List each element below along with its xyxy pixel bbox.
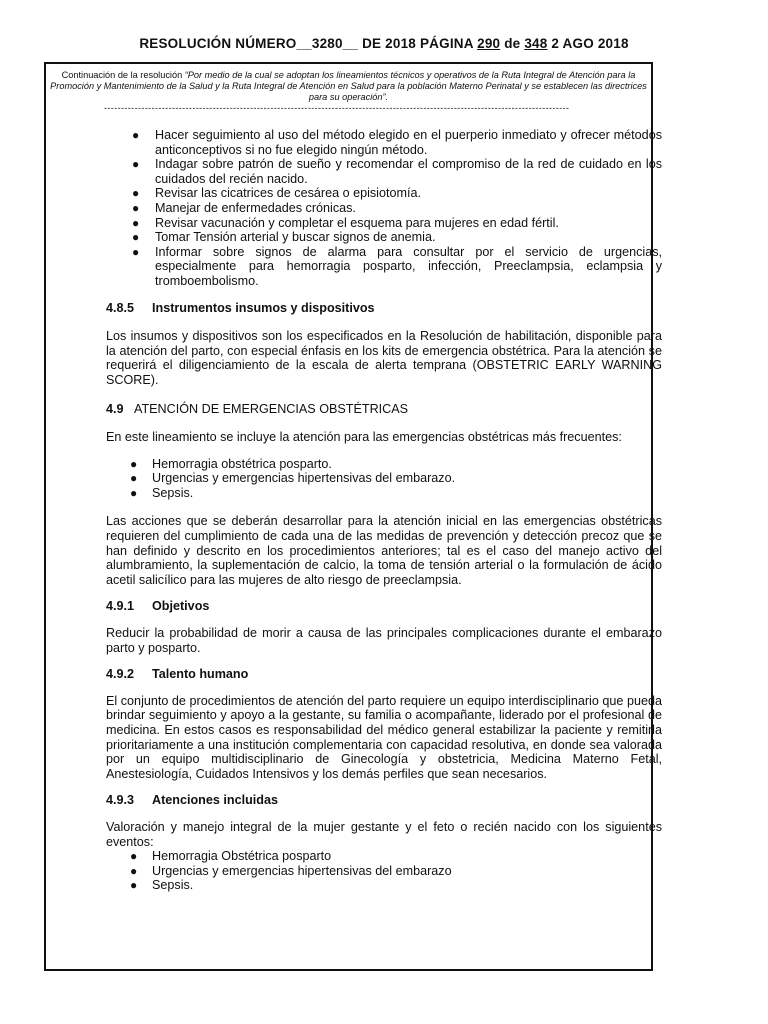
continuation-quote: “Por medio de la cual se adoptan los lineamientos técnicos y operativos de la Ruta Integral de Atención para la Promoción y Mantenimiento de la Salud y la Ruta Integral de Atención en Salud para la población Materno Perinatal y se establecen las directrices para su operación”. (50, 70, 647, 102)
section-4-9-3-text: Valoración y manejo integral de la mujer gestante y el feto o recién nacido con los siguientes eventos: (106, 819, 662, 849)
list-item: ● Hemorragia obstétrica posparto. (130, 456, 332, 471)
list-item: ● Revisar vacunación y completar el esquema para mujeres en edad fértil. (132, 215, 559, 230)
header-of: de (500, 36, 525, 51)
page-header (0, 36, 768, 51)
bullet-icon: ● (130, 878, 138, 893)
section-4-9-2-text: El conjunto de procedimientos de atención del parto requiere un equipo interdisciplinario que pueda brindar seguimiento y apoyo a la gestante, su familia o acompañante, liderado por el profesional de medicina. En estos casos es responsabilidad del médico general estabilizar la paciente y remitirla prioritariamente a una institución complementaria con capacidad resolutiva, en donde sea valorada por un equipo multidisciplinario de Ginecología y obstetricia, Medicina Materno Fetal, Anestesiología, Cuidados Intensivos y los demás perfiles que sean necesarios. (106, 693, 662, 781)
bullet-icon: ● (130, 863, 138, 878)
list-item: ● Tomar Tensión arterial y buscar signos de anemia. (132, 230, 436, 245)
bullet-icon: ● (130, 485, 138, 500)
section-4-9-intro: En este lineamiento se incluye la atención para las emergencias obstétricas más frecuentes: (106, 430, 622, 445)
header-prefix: RESOLUCIÓN NÚMERO__3280__ DE 2018 PÁGINA (139, 36, 478, 51)
document-body (106, 128, 662, 893)
list-item: ● Sepsis. (130, 485, 194, 500)
header-page-number: 290 (477, 36, 501, 51)
section-4-9-text: Las acciones que se deberán desarrollar para la atención inicial en las emergencias obstétricas requieren del cumplimiento de cada una de las medidas de prevención y detección precoz que se han definido y descrito en los procedimientos anteriores; tal es el caso del manejo activo del alumbramiento, la suplementación de calcio, la toma de tensión arterial o la formulación de ácido acetil salicílico para las mujeres de alto riesgo de preeclampsia. (106, 514, 662, 587)
section-heading-4-9-1: 4.9.1 Objetivos (106, 599, 210, 614)
section-heading-4-9-3: 4.9.3 Atenciones incluidas (106, 793, 278, 808)
continuation-note (48, 70, 649, 103)
bullet-icon: ● (132, 215, 140, 230)
header-total-pages: 348 (524, 36, 548, 51)
list-item: ● Manejar de enfermedades crónicas. (132, 200, 356, 215)
bullet-icon: ● (132, 200, 140, 215)
list-item: ● Hacer seguimiento al uso del método elegido en el puerperio inmediato y ofrecer métodos anticonceptivos si no fue elegido ningún método. (132, 128, 662, 157)
bullet-icon: ● (132, 157, 140, 172)
list-item: ● Urgencias y emergencias hipertensivas del embarazo. (130, 471, 456, 486)
dashed-divider: ----------------------------------------------------------------------------------------------------------------------------------------- (104, 103, 570, 113)
list-item: ● Indagar sobre patrón de sueño y recomendar el compromiso de la red de cuidado en los cuidados del recién nacido. (132, 157, 662, 186)
bullet-icon: ● (130, 456, 138, 471)
section-heading-4-9: 4.9 ATENCIÓN DE EMERGENCIAS OBSTÉTRICAS (106, 401, 409, 416)
section-4-8-5-text: Los insumos y dispositivos son los especificados en la Resolución de habilitación, disponible para la atención del parto, con especial énfasis en los kits de emergencia obstétrica. Para la atención se requerirá el diligenciamiento de la escala de alerta temprana (OBSTETRIC EARLY WARNING SCORE). (106, 329, 662, 387)
list-item: ● Urgencias y emergencias hipertensivas del embarazo (130, 863, 452, 878)
header-date: 2 AGO 2018 (547, 36, 629, 51)
bullet-icon: ● (132, 244, 140, 259)
continuation-lead: Continuación de la resolución (61, 70, 185, 80)
bullet-icon: ● (132, 186, 140, 201)
section-4-9-1-text: Reducir la probabilidad de morir a causa de las principales complicaciones durante el embarazo parto y posparto. (106, 626, 662, 655)
list-item: ● Hemorragia Obstétrica posparto (130, 849, 332, 864)
bullet-icon: ● (132, 230, 140, 245)
list-item: ● Sepsis. (130, 878, 194, 893)
bullet-icon: ● (132, 128, 140, 142)
included-events-list (106, 849, 662, 893)
postpartum-actions-list (106, 128, 662, 289)
list-item: ● Revisar las cicatrices de cesárea o episiotomía. (132, 186, 421, 201)
emergencies-list (106, 457, 662, 501)
section-heading-4-8-5: 4.8.5 Instrumentos insumos y dispositivos (106, 300, 375, 315)
bullet-icon: ● (130, 471, 138, 486)
list-item: ● Informar sobre signos de alarma para consultar por el servicio de urgencias, especialmente para hemorragia posparto, infección, Preeclampsia, eclampsia y tromboembolismo. (132, 244, 662, 288)
bullet-icon: ● (130, 849, 138, 864)
section-heading-4-9-2: 4.9.2 Talento humano (106, 667, 249, 682)
